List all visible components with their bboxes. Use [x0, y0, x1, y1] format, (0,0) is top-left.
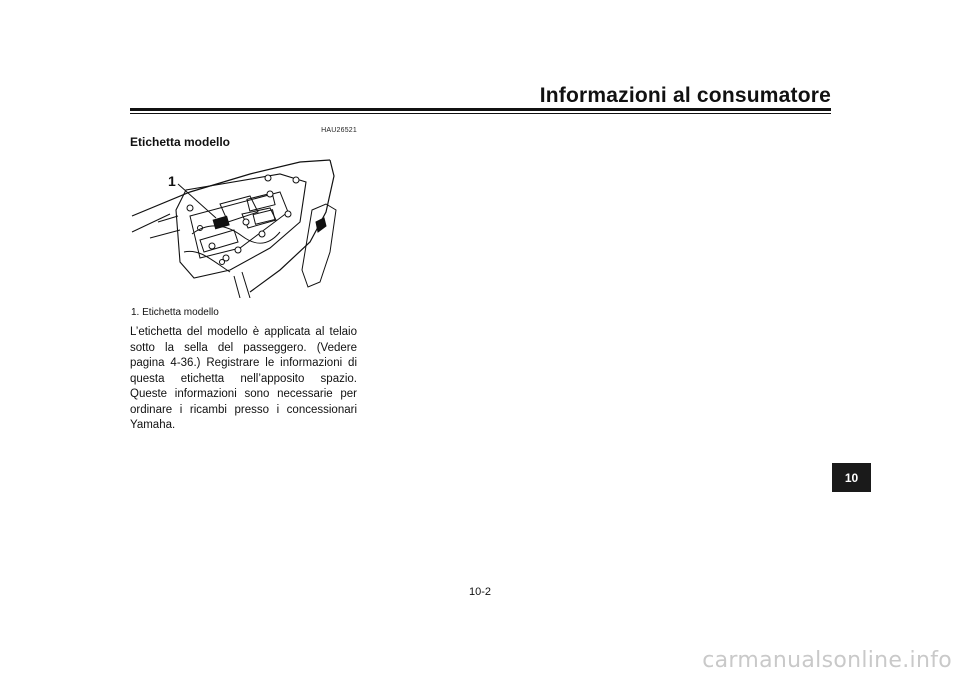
page-number: 10-2 — [468, 586, 492, 598]
watermark: carmanualsonline.info — [702, 648, 952, 673]
body-paragraph: L’etichetta del modello è applicata al telaio sotto la sella del passeggero. (Vedere pagina 4-36.) Registrare le informazioni di questa etichetta nell’apposito spazio. Queste informazioni sono necessarie per ordinare i ricambi presso i concessionari Yamaha. — [130, 326, 357, 431]
header-rule-thick — [130, 108, 831, 111]
chapter-tab: 10 — [832, 463, 871, 492]
motorcycle-rear-frame-illustration — [130, 152, 357, 298]
section-code: HAU26521 — [321, 127, 357, 134]
figure-callout-number: 1 — [168, 173, 176, 189]
chapter-title: Informazioni al consumatore — [539, 84, 831, 107]
header-rule-thin — [130, 113, 831, 114]
figure-caption: 1. Etichetta modello — [131, 307, 219, 318]
section-heading: Etichetta modello — [130, 135, 231, 149]
